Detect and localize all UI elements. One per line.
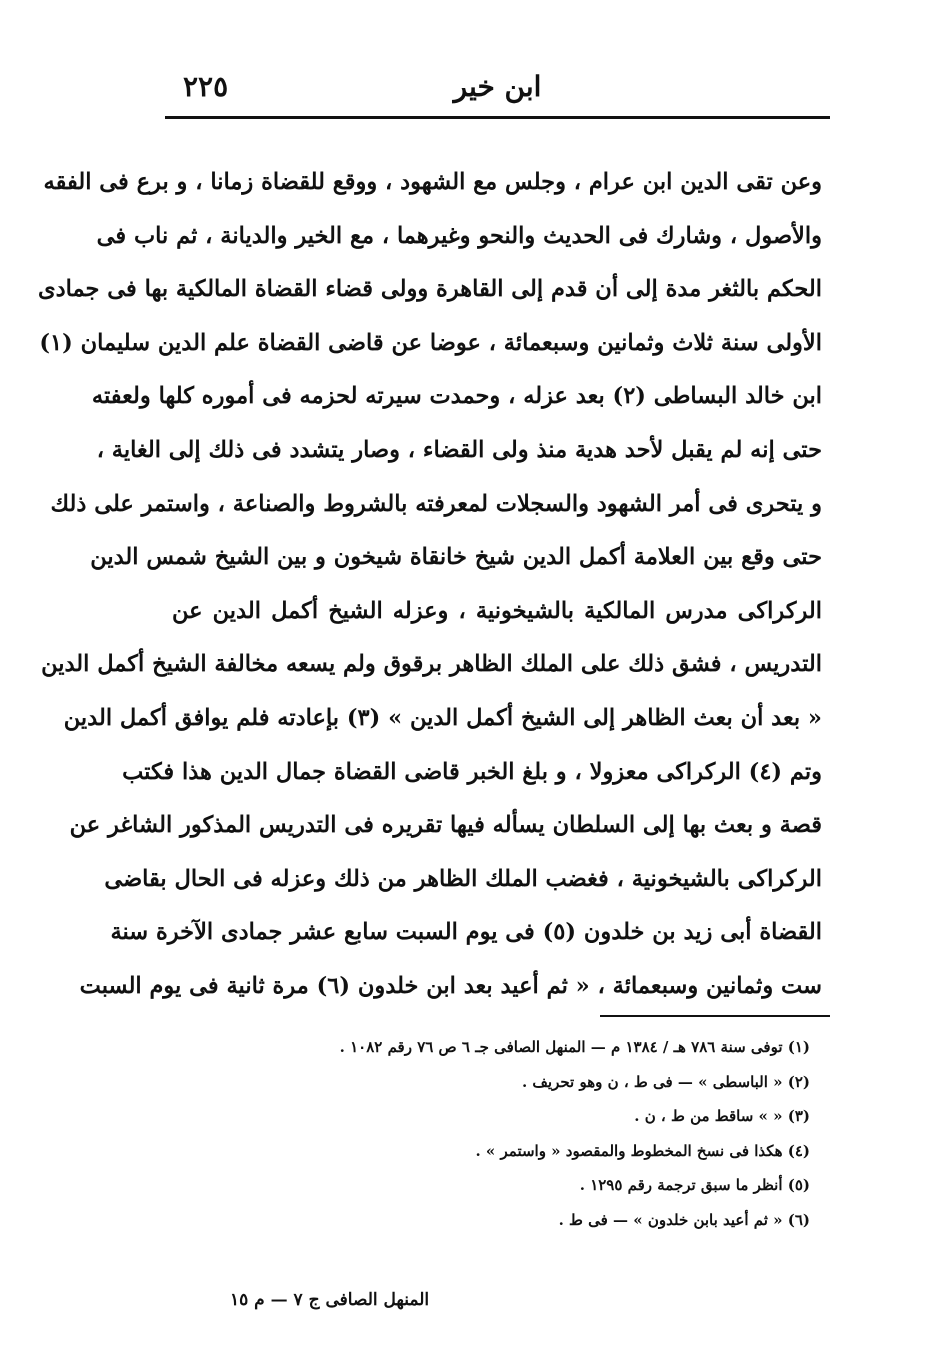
text-line: وعن تقى الدين ابن عرام ، وجلس مع الشهود ، ووقع للقضاة زمانا ، و برع فى الفقه <box>43 169 822 195</box>
body-text <box>38 156 822 1014</box>
text-line: الركراكى مدرس المالكية بالشيخونية ، وعزله الشيخ أكمل الدين عن <box>172 597 822 624</box>
text-line: حتى وقع بين العلامة أكمل الدين شيخ خانقاة شيخون و بين الشيخ شمس الدين <box>90 544 822 571</box>
text-line: و يتحرى فى أمر الشهود والسجلات لمعرفته بالشروط والصناعة ، واستمر على ذلك <box>50 490 822 517</box>
text-line: الأولى سنة ثلاث وثمانين وسبعمائة ، عوضا عن قاضى القضاة علم الدين سليمان (١) <box>39 329 822 356</box>
text-line: القضاة أبى زيد بن خلدون (٥) فى يوم السبت سابع عشر جمادى الآخرة سنة <box>110 919 822 946</box>
text-line: وتم (٤) الركراكى معزولا ، و بلغ الخبر قاضى القضاة جمال الدين هذا فكتب <box>122 758 822 785</box>
footnote: (٢) « الباسطى » — فى ط ، ن وهو تحريف . <box>521 1072 810 1091</box>
header-rule <box>165 116 830 119</box>
footnote-rule <box>600 1015 830 1017</box>
text-line: التدريس ، فشق ذلك على الملك الظاهر برقوق ولم يسعه مخالفة الشيخ أكمل الدين <box>41 651 822 678</box>
footnote: (٤) هكذا فى نسخ المخطوط والمقصود « واستمر » . <box>475 1141 810 1160</box>
page-number: ٢٢٥ <box>183 70 229 103</box>
text-line: والأصول ، وشارك فى الحديث والنحو وغيرهما ، مع الخير والديانة ، ثم ناب فى <box>96 222 822 249</box>
text-line: قصة و بعث بها إلى السلطان يسأله فيها تقريره فى التدريس المذكور الشاغر عن <box>69 812 822 839</box>
text-line: « بعد أن بعث الظاهر إلى الشيخ أكمل الدين » (٣) بإعادته فلم يوافق أكمل الدين <box>63 704 822 731</box>
footnote: (٣) « » ساقط من ط ، ن . <box>634 1107 810 1126</box>
text-line: حتى إنه لم يقبل لأحد هدية منذ ولى القضاء ، وصار يتشدد فى ذلك إلى الغاية ، <box>96 436 822 463</box>
text-line: ست وثمانين وسبعمائة ، « ثم أعيد بعد ابن خلدون (٦) مرة ثانية فى يوم السبت <box>79 972 822 999</box>
text-line: الركراكى بالشيخونية ، فغضب الملك الظاهر من ذلك وعزله فى الحال بقاضى <box>104 865 822 892</box>
footnotes <box>240 1030 810 1238</box>
footnote: (١) توفى سنة ٧٨٦ هـ / ١٣٨٤ م — المنهل الصافى جـ ٦ ص ٧٦ رقم ١٠٨٢ . <box>339 1038 810 1056</box>
running-title: ابن خير <box>453 70 542 103</box>
footnote: (٦) « ثم أعيد بابن خلدون » — فى ط . <box>558 1210 810 1229</box>
footnote: (٥) أنظر ما سبق ترجمة رقم ١٢٩٥ . <box>579 1176 810 1195</box>
signature-mark: المنهل الصافى ج ٧ — م ١٥ <box>230 1290 430 1310</box>
page-header <box>165 62 830 118</box>
text-line: ابن خالد البساطى (٢) بعد عزله ، وحمدت سيرته لحزمه فى أموره كلها ولعفته <box>91 383 822 410</box>
text-line: الحكم بالثغر مدة إلى أن قدم إلى القاهرة وولى قضاء القضاة المالكية بها فى جمادى <box>38 276 822 303</box>
